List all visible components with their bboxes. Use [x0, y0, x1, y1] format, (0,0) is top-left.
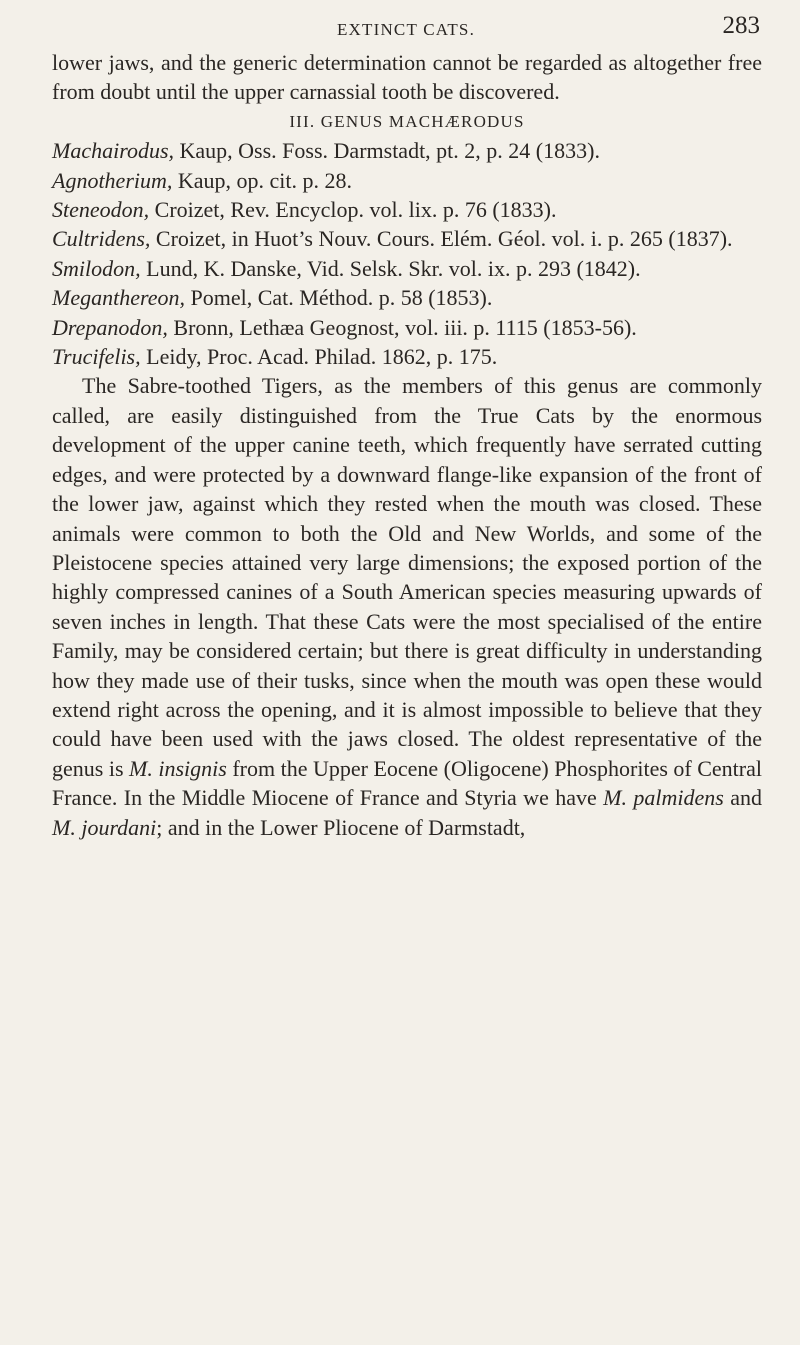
synonym-entry — [52, 313, 762, 342]
genus-name: Agnotherium, — [52, 167, 173, 193]
section-heading: III. GENUS MACHÆRODUS — [289, 111, 525, 131]
genus-name: Smilodon, — [52, 255, 141, 281]
citation: Croizet, in Huot’s Nouv. Cours. Elém. Géol. vol. i. p. 265 (1837). — [150, 226, 733, 252]
species-name: M. palmidens — [603, 785, 724, 811]
synonym-entry — [52, 254, 762, 283]
body-text — [52, 48, 762, 842]
genus-name: Meganthereon, — [52, 285, 185, 311]
citation: Bronn, Lethæa Geognost, vol. iii. p. 1115 (1853-56). — [167, 314, 637, 340]
intro-paragraph: lower jaws, and the generic determination cannot be regarded as altogether free from doubt until the upper carnassial tooth be discovered. — [52, 50, 762, 105]
citation: Croizet, Rev. Encyclop. vol. lix. p. 76 (1833). — [149, 197, 557, 223]
citation: Lund, K. Danske, Vid. Selsk. Skr. vol. ix. p. 293 (1842). — [140, 255, 641, 281]
citation: Kaup, op. cit. p. 28. — [172, 167, 353, 193]
paragraph-text: The Sabre-toothed Tigers, as the members of this genus are commonly called, are easily distinguished from the True Cats by the enormous development of the upper canine teeth, which frequently have serrated cutting edges, and were protected by a downward flange-like expansion of the front of the lower jaw, against which they rested when the mouth was closed. These animals were common to both the Old and New Worlds, and some of the Pleistocene species attained very large dimensions; the exposed portion of the highly compressed canines of a South American species measuring upwards of seven inches in length. That these Cats were the most specialised of the entire Family, may be considered certain; but there is great difficulty in understanding how they made use of their tusks, since when the mouth was open these would extend right across the opening, and it is almost impossible to believe that they could have been used with the jaws closed. The oldest representative of the genus is — [52, 373, 762, 781]
genus-name: Drepanodon, — [52, 314, 168, 340]
running-head: EXTINCT CATS. — [336, 20, 476, 39]
synonym-entry — [52, 342, 762, 371]
paragraph-text: ; and in the Lower Pliocene of Darmstadt, — [156, 814, 526, 840]
citation: Leidy, Proc. Acad. Philad. 1862, p. 175. — [140, 344, 498, 370]
synonymy-list — [52, 136, 762, 371]
genus-name: Machairodus, — [52, 138, 175, 164]
genus-name: Cultridens, — [52, 226, 151, 252]
genus-name: Trucifelis, — [52, 344, 141, 370]
species-name: M. insignis — [129, 755, 227, 781]
main-paragraph — [52, 371, 762, 842]
paragraph-text: from the Upper Eocene (Oligocene) Phosphorites of Central France. In the Middle Miocene of France and Styria we have — [52, 755, 763, 811]
page-number: 283 — [722, 12, 760, 39]
page-header — [52, 8, 760, 48]
paragraph-text: and — [723, 785, 763, 811]
species-name: M. jourdani — [52, 814, 157, 840]
synonym-entry — [52, 224, 762, 253]
synonym-entry — [52, 283, 762, 312]
synonym-entry — [52, 136, 762, 165]
citation: Kaup, Oss. Foss. Darmstadt, pt. 2, p. 24 (1833). — [174, 138, 600, 164]
genus-name: Steneodon, — [52, 197, 150, 223]
citation: Pomel, Cat. Méthod. p. 58 (1853). — [184, 285, 493, 311]
synonym-entry — [52, 195, 762, 224]
synonym-entry — [52, 166, 762, 195]
